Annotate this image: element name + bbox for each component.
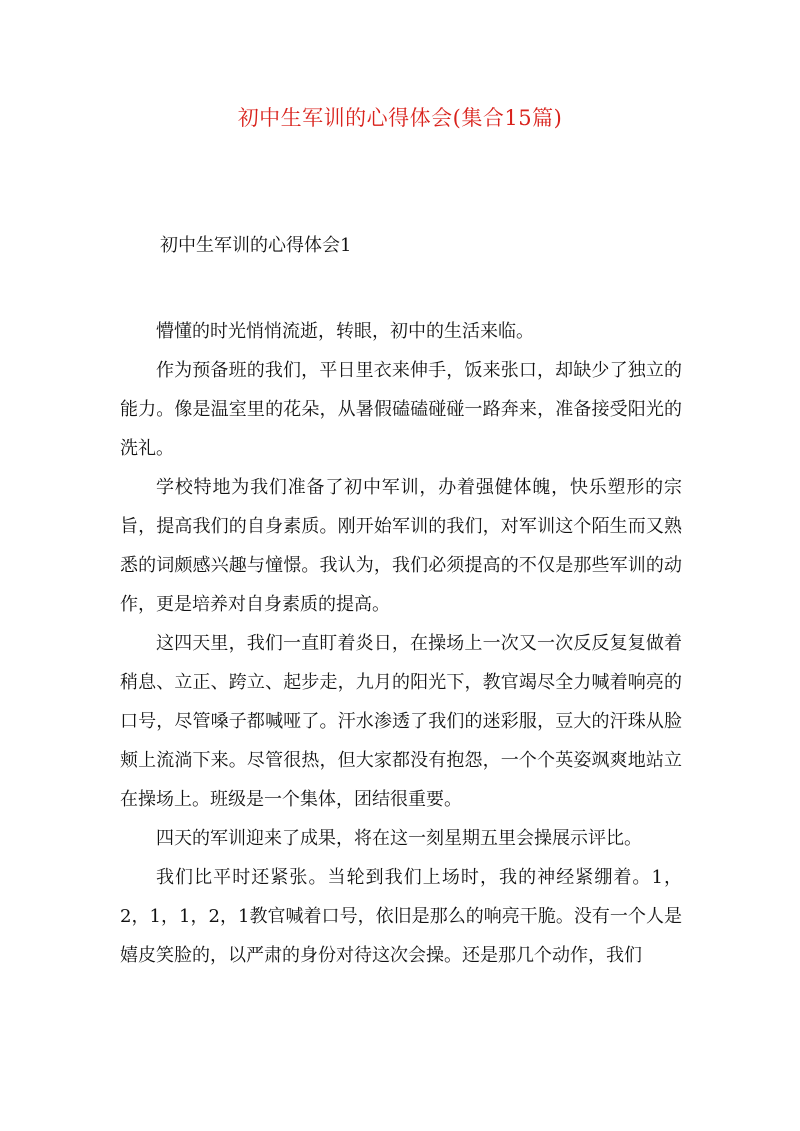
paragraph-4: 这四天里，我们一直盯着炎日，在操场上一次又一次反反复复做着稍息、立正、跨立、起步走，九月的阳光下，教官竭尽全力喊着响亮的口号，尽管嗓子都喊哑了。汗水渗透了我们的迷彩服，豆大的汗珠从脸颊上流淌下来。尽管很热，但大家都没有抱怨，一个个英姿飒爽地站立在操场上。班级是一个集体，团结很重要。 <box>120 633 682 810</box>
paragraph-1: 懵懂的时光悄悄流逝，转眼，初中的生活来临。 <box>156 321 534 342</box>
paragraph-3: 学校特地为我们准备了初中军训，办着强健体魄，快乐塑形的宗旨，提高我们的自身素质。刚开始军训的我们，对军训这个陌生而又熟悉的词颇感兴趣与憧憬。我认为，我们必须提高的不仅是那些军训的动作，更是培养对自身素质的提高。 <box>120 477 682 615</box>
document-body <box>120 312 682 975</box>
section-heading: 初中生军训的心得体会1 <box>160 235 352 256</box>
paragraph-6: 我们比平时还紧张。当轮到我们上场时，我的神经紧绷着。1，2，1，1，2，1教官喊着口号，依旧是那么的响亮干脆。没有一个人是嬉皮笑脸的，以严肃的身份对待这次会操。还是那几个动作，我们 <box>120 867 682 966</box>
paragraph-2: 作为预备班的我们，平日里衣来伸手，饭来张口，却缺少了独立的能力。像是温室里的花朵，从暑假磕磕碰碰一路奔来，准备接受阳光的洗礼。 <box>120 360 682 459</box>
paragraph-5: 四天的军训迎来了成果，将在这一刻星期五里会操展示评比。 <box>156 828 642 849</box>
document-title: 初中生军训的心得体会(集合15篇) <box>237 106 563 130</box>
